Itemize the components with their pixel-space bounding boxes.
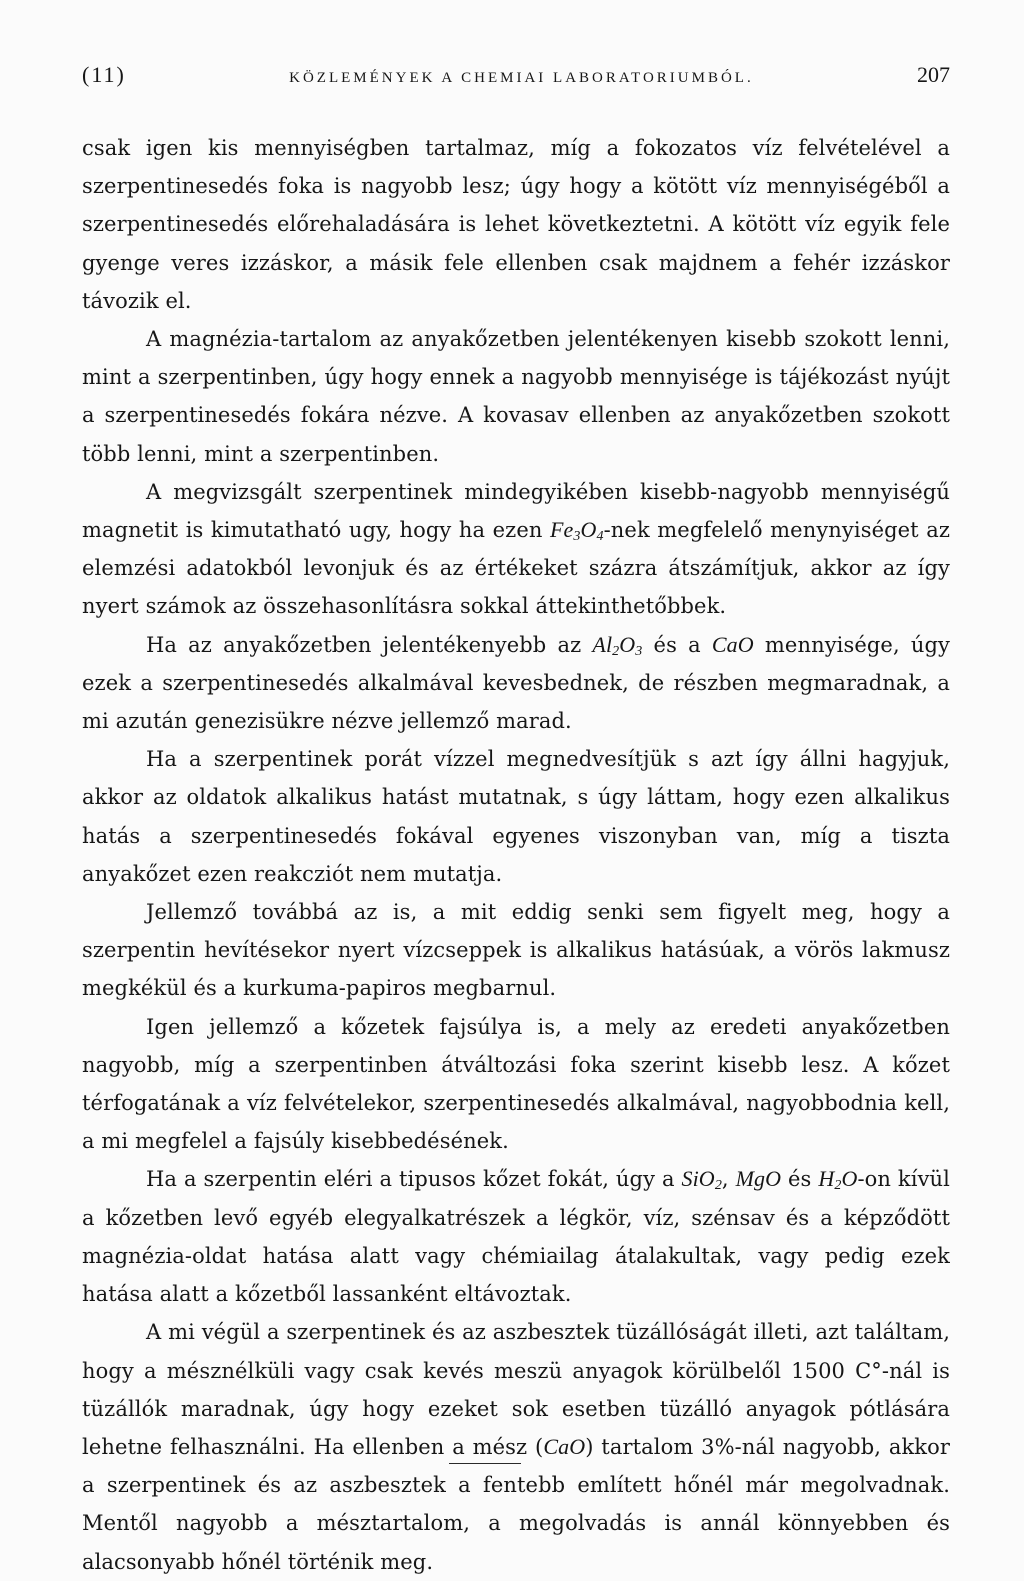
formula-subscript: 4: [596, 529, 604, 545]
text-run: -on kívül a kőzetben levő egyéb elegyalkatrészek a légkör, víz, szénsav és a képződött magnézia-oldat hatása alatt vagy chémiailag átalakultak, vagy pedig ezek hatása alatt a kőzetből lassanként eltávoztak.: [82, 1167, 950, 1307]
paragraph-6: Jellemző továbbá az is, a mit eddig senki sem figyelt meg, hogy a szerpentin hevítésekor nyert vízcseppek is alkalikus hatásúak, a vörös lakmusz megkékül és a kurkuma-papiros megbarnul.: [82, 900, 950, 1001]
formula-subscript: 2: [714, 1178, 722, 1194]
text-run: A megvizsgált szerpentinek mindegyikében kisebb-nagyobb mennyiségű magnetit is kimutatható ugy, hogy ha ezen: [82, 479, 950, 543]
text-run: mennyisége, úgy ezek a szerpentinesedés alkalmával kevesbednek, de részben megmaradnak, a mi azután genezisükre nézve jellemző marad.: [82, 632, 951, 734]
text-run: Ha az anyakőzetben jelentékenyebb az: [146, 632, 593, 657]
formula-subscript: 2: [612, 643, 620, 659]
formula-fe3o4: [549, 517, 604, 545]
formula-sio2: [681, 1166, 722, 1194]
text-run: ,: [721, 1167, 736, 1192]
paragraph-2: A magnézia-tartalom az anyakőzetben jelentékenyen kisebb szokott lenni, mint a szerpentinben, úgy hogy ennek a nagyobb mennyisége is tájékozást nyújt a szerpentinesedés fokára nézve. A kovasav ellenben az anyakőzetben szokott több lenni, mint a szerpentinben.: [82, 327, 950, 466]
formula-element: H: [818, 1166, 835, 1192]
paragraph-4: [82, 626, 950, 741]
formula-element: O: [841, 1166, 858, 1192]
formula-al2o3: [592, 632, 642, 657]
paragraph-9: [82, 1313, 950, 1580]
running-title: KÖZLEMÉNYEK A CHEMIAI LABORATORIUMBÓL.: [289, 70, 754, 86]
formula-subscript: 2: [834, 1178, 842, 1194]
text-run: A mi végül a szerpentinek és az aszbesztek tüzállóságát illeti, azt találtam, hogy a mésznélküli vagy csak kevés meszü anyagok körülbelől 1500 C°-nál is tüzállók maradnak, úgy hogy ezeket sok esetben tüzálló anyagok pótlására lehetne felhasználni. Ha ellenben a mész (: [82, 1320, 950, 1459]
text-run: -nek megfelelő menynyiséget az elemzési adatokból levonjuk és az értékeket százra átszámítjuk, akkor az így nyert számok az összehasonlításra sokkal áttekinthetőbbek.: [82, 518, 950, 619]
page: [82, 62, 950, 1581]
body-text: [82, 129, 950, 1581]
paragraph-7: Igen jellemző a kőzetek fajsúlya is, a mely az eredeti anyakőzetben nagyobb, míg a szerpentinben átváltozási foka szerint kisebb lesz. A kőzet térfogatának a víz felvételekor, szerpentinesedés alkalmával, nagyobbodnia kell, a mi megfelel a fajsúly kisebbedésének.: [82, 1014, 950, 1154]
text-run: Ha a szerpentin eléri a tipusos kőzet fokát, úgy a: [146, 1167, 682, 1192]
page-number: 207: [917, 62, 950, 87]
formula-mgo: MgO: [735, 1166, 782, 1192]
text-run: és a: [642, 632, 712, 657]
paragraph-1: csak igen kis mennyiségben tartalmaz, míg a fokozatos víz felvételével a szerpentinesedés foka is nagyobb lesz; úgy hogy a kötött víz mennyiségéből a szerpentinesedés előrehaladására is lehet következtetni. A kötött víz egyik fele gyenge veres izzáskor, a másik fele ellenben csak majdnem a fehér izzáskor távozik el.: [82, 136, 950, 313]
paragraph-8: [82, 1160, 950, 1313]
section-end-rule: [449, 1463, 521, 1464]
paragraph-3: [82, 473, 950, 626]
formula-element: O: [580, 517, 597, 543]
formula-element: Fe: [549, 517, 574, 543]
formula-cao: CaO: [543, 1433, 586, 1459]
formula-subscript: 3: [573, 529, 581, 545]
formula-subscript: 3: [635, 643, 643, 659]
text-run: ) tartalom 3%-nál nagyobb, akkor a szerpentinek és az aszbesztek a fentebb említett hőnél már megolvadnak. Mentől nagyobb a mésztartalom, a megolvadás is annál könnyebben és alacsonyabb hőnél történik meg.: [82, 1434, 951, 1574]
paragraph-5: Ha a szerpentinek porát vízzel megnedvesítjük s azt így állni hagyjuk, akkor az oldatok alkalikus hatást mutatnak, s úgy láttam, hogy ezen alkalikus hatás a szerpentinesedés fokával egyenes viszonyban van, míg a tiszta anyakőzet ezen reakcziót nem mutatja.: [82, 747, 950, 886]
formula-cao: CaO: [711, 631, 754, 657]
formula-element: O: [619, 631, 636, 657]
formula-element: SiO: [681, 1166, 715, 1192]
formula-element: Al: [592, 631, 613, 657]
running-header: [82, 62, 950, 98]
chapter-number: (11): [82, 62, 126, 87]
text-run: és: [781, 1167, 819, 1192]
formula-h2o: [818, 1166, 858, 1194]
